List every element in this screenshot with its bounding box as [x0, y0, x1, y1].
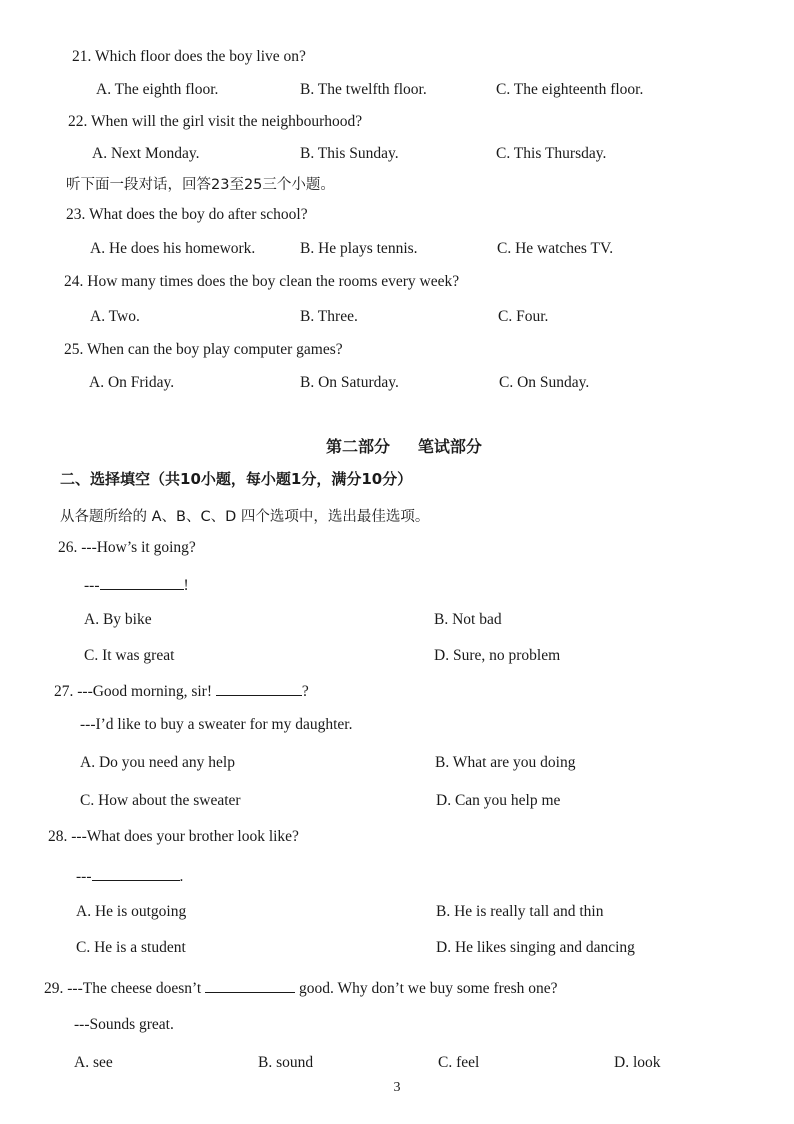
answer-blank	[205, 978, 295, 993]
stem-text: 29. ---The cheese doesn’t	[44, 980, 206, 997]
reply-dashes: ---	[76, 868, 92, 885]
question-23-option-c: C. He watches TV.	[497, 240, 614, 257]
question-28-stem: 28. ---What does your brother look like?	[48, 828, 299, 845]
question-29-reply: ---Sounds great.	[74, 1016, 174, 1033]
question-27-option-c: C. How about the sweater	[80, 792, 241, 809]
question-29-option-a: A. see	[74, 1054, 113, 1071]
answer-blank	[92, 866, 180, 881]
question-28-option-b: B. He is really tall and thin	[436, 903, 604, 920]
reply-end: !	[183, 577, 189, 594]
question-23-option-b: B. He plays tennis.	[300, 240, 418, 257]
stem-end: good. Why don’t we buy some fresh one?	[295, 980, 558, 997]
reply-end: .	[179, 868, 184, 885]
part-two-title: 第二部分 笔试部分	[326, 437, 482, 456]
stem-text: 27. ---Good morning, sir!	[54, 683, 216, 700]
listening-instruction: 听下面一段对话，回答23至25三个小题。	[66, 177, 335, 193]
question-27-reply: ---I’d like to buy a sweater for my daughter.	[80, 716, 353, 733]
question-26-reply	[84, 575, 189, 595]
question-21-option-c: C. The eighteenth floor.	[496, 81, 644, 98]
section-instruction: 从各题所给的 A、B、C、D 四个选项中，选出最佳选项。	[60, 509, 430, 525]
question-24-stem: 24. How many times does the boy clean the rooms every week?	[64, 273, 460, 290]
question-28-option-d: D. He likes singing and dancing	[436, 939, 635, 956]
question-21-option-a: A. The eighth floor.	[96, 81, 219, 98]
question-26-option-a: A. By bike	[84, 611, 152, 628]
answer-blank	[100, 575, 184, 590]
question-28-option-c: C. He is a student	[76, 939, 186, 956]
question-27-option-d: D. Can you help me	[436, 792, 561, 809]
question-24-option-c: C. Four.	[498, 308, 549, 325]
question-25-option-b: B. On Saturday.	[300, 374, 399, 391]
question-24-option-b: B. Three.	[300, 308, 358, 325]
question-22-stem: 22. When will the girl visit the neighbourhood?	[68, 113, 363, 130]
question-25-option-a: A. On Friday.	[89, 374, 175, 391]
question-23-option-a: A. He does his homework.	[90, 240, 256, 257]
question-25-option-c: C. On Sunday.	[499, 374, 590, 391]
section-two-heading: 二、选择填空（共10小题，每小题1分，满分10分）	[60, 470, 413, 488]
question-28-option-a: A. He is outgoing	[76, 903, 187, 920]
answer-blank	[216, 681, 302, 696]
question-29-option-b: B. sound	[258, 1054, 314, 1071]
question-23-stem: 23. What does the boy do after school?	[66, 206, 308, 223]
question-22-option-a: A. Next Monday.	[92, 145, 200, 162]
question-25-stem: 25. When can the boy play computer games?	[64, 341, 343, 358]
page-number: 3	[393, 1080, 401, 1095]
question-28-reply	[76, 866, 183, 886]
question-26-option-c: C. It was great	[84, 647, 175, 664]
question-27-option-b: B. What are you doing	[435, 754, 576, 771]
question-24-option-a: A. Two.	[90, 308, 140, 325]
question-21-stem: 21. Which floor does the boy live on?	[72, 48, 306, 65]
reply-dashes: ---	[84, 577, 100, 594]
question-26-stem: 26. ---How’s it going?	[58, 539, 196, 556]
question-22-option-c: C. This Thursday.	[496, 145, 607, 162]
question-22-option-b: B. This Sunday.	[300, 145, 399, 162]
question-26-option-d: D. Sure, no problem	[434, 647, 561, 664]
question-26-option-b: B. Not bad	[434, 611, 502, 628]
stem-end: ?	[301, 683, 309, 700]
question-21-option-b: B. The twelfth floor.	[300, 81, 427, 98]
question-29-option-c: C. feel	[438, 1054, 480, 1071]
question-27-option-a: A. Do you need any help	[80, 754, 235, 771]
question-29-stem	[44, 978, 558, 998]
question-27-stem	[54, 681, 309, 701]
question-29-option-d: D. look	[614, 1054, 661, 1071]
